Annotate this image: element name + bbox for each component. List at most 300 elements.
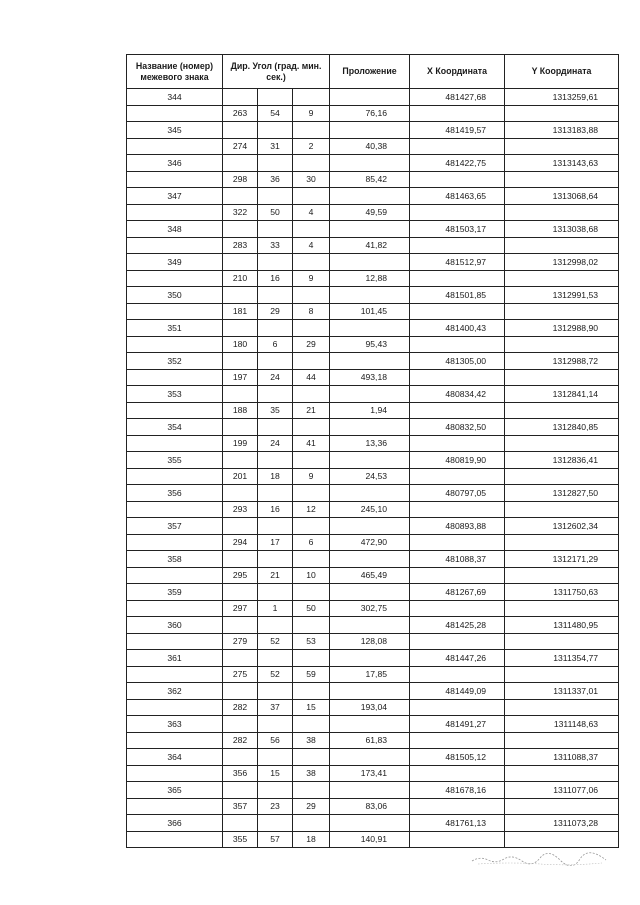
signature-mark <box>470 852 610 866</box>
point-y: 1312841,14 <box>505 386 619 403</box>
point-row <box>127 683 619 700</box>
empty-cell <box>410 303 505 320</box>
empty-cell <box>330 617 410 634</box>
empty-cell <box>293 419 330 436</box>
empty-cell <box>127 369 223 386</box>
empty-cell <box>258 683 293 700</box>
empty-cell <box>293 683 330 700</box>
angle-seconds: 38 <box>293 732 330 749</box>
empty-cell <box>505 270 619 287</box>
empty-cell <box>330 716 410 733</box>
empty-cell <box>127 765 223 782</box>
empty-cell <box>330 815 410 832</box>
segment-row <box>127 798 619 815</box>
point-name: 347 <box>127 188 223 205</box>
point-x: 481505,12 <box>410 749 505 766</box>
angle-seconds: 9 <box>293 468 330 485</box>
empty-cell <box>330 287 410 304</box>
empty-cell <box>330 518 410 535</box>
empty-cell <box>293 584 330 601</box>
point-x: 481088,37 <box>410 551 505 568</box>
point-name: 363 <box>127 716 223 733</box>
point-name: 345 <box>127 122 223 139</box>
empty-cell <box>293 749 330 766</box>
empty-cell <box>223 320 258 337</box>
empty-cell <box>258 749 293 766</box>
angle-degrees: 283 <box>223 237 258 254</box>
empty-cell <box>127 567 223 584</box>
empty-cell <box>258 89 293 106</box>
header-length: Проложение <box>330 55 410 89</box>
empty-cell <box>293 320 330 337</box>
angle-minutes: 52 <box>258 633 293 650</box>
empty-cell <box>505 765 619 782</box>
point-name: 354 <box>127 419 223 436</box>
empty-cell <box>410 105 505 122</box>
angle-degrees: 295 <box>223 567 258 584</box>
point-x: 480819,90 <box>410 452 505 469</box>
empty-cell <box>127 633 223 650</box>
segment-length: 128,08 <box>330 633 410 650</box>
point-name: 353 <box>127 386 223 403</box>
empty-cell <box>410 633 505 650</box>
segment-row <box>127 831 619 848</box>
empty-cell <box>410 171 505 188</box>
segment-length: 13,36 <box>330 435 410 452</box>
segment-length: 95,43 <box>330 336 410 353</box>
empty-cell <box>258 815 293 832</box>
angle-degrees: 197 <box>223 369 258 386</box>
angle-degrees: 282 <box>223 699 258 716</box>
point-y: 1312827,50 <box>505 485 619 502</box>
empty-cell <box>223 683 258 700</box>
point-x: 480797,05 <box>410 485 505 502</box>
empty-cell <box>258 353 293 370</box>
angle-seconds: 21 <box>293 402 330 419</box>
segment-row <box>127 270 619 287</box>
empty-cell <box>258 188 293 205</box>
angle-degrees: 188 <box>223 402 258 419</box>
angle-seconds: 12 <box>293 501 330 518</box>
point-y: 1312998,02 <box>505 254 619 271</box>
empty-cell <box>127 336 223 353</box>
angle-minutes: 56 <box>258 732 293 749</box>
point-x: 481501,85 <box>410 287 505 304</box>
empty-cell <box>330 386 410 403</box>
point-name: 349 <box>127 254 223 271</box>
angle-seconds: 30 <box>293 171 330 188</box>
point-x: 481422,75 <box>410 155 505 172</box>
segment-length: 17,85 <box>330 666 410 683</box>
angle-degrees: 181 <box>223 303 258 320</box>
angle-seconds: 41 <box>293 435 330 452</box>
empty-cell <box>330 155 410 172</box>
empty-cell <box>293 122 330 139</box>
empty-cell <box>223 188 258 205</box>
segment-row <box>127 105 619 122</box>
empty-cell <box>505 435 619 452</box>
empty-cell <box>258 716 293 733</box>
empty-cell <box>127 402 223 419</box>
empty-cell <box>293 518 330 535</box>
empty-cell <box>223 221 258 238</box>
empty-cell <box>410 138 505 155</box>
segment-row <box>127 204 619 221</box>
point-name: 352 <box>127 353 223 370</box>
segment-length: 302,75 <box>330 600 410 617</box>
empty-cell <box>258 782 293 799</box>
segment-length: 101,45 <box>330 303 410 320</box>
empty-cell <box>410 468 505 485</box>
angle-minutes: 1 <box>258 600 293 617</box>
point-y: 1312988,90 <box>505 320 619 337</box>
angle-minutes: 33 <box>258 237 293 254</box>
point-x: 481678,16 <box>410 782 505 799</box>
point-name: 357 <box>127 518 223 535</box>
point-row <box>127 815 619 832</box>
empty-cell <box>127 600 223 617</box>
empty-cell <box>410 270 505 287</box>
angle-seconds: 38 <box>293 765 330 782</box>
angle-minutes: 6 <box>258 336 293 353</box>
empty-cell <box>330 89 410 106</box>
empty-cell <box>223 551 258 568</box>
point-y: 1312836,41 <box>505 452 619 469</box>
empty-cell <box>258 287 293 304</box>
angle-seconds: 9 <box>293 270 330 287</box>
empty-cell <box>223 782 258 799</box>
empty-cell <box>505 171 619 188</box>
point-name: 365 <box>127 782 223 799</box>
point-y: 1312991,53 <box>505 287 619 304</box>
empty-cell <box>505 468 619 485</box>
empty-cell <box>410 765 505 782</box>
empty-cell <box>505 303 619 320</box>
angle-seconds: 53 <box>293 633 330 650</box>
empty-cell <box>330 584 410 601</box>
empty-cell <box>505 567 619 584</box>
empty-cell <box>293 485 330 502</box>
table-body <box>127 89 619 848</box>
point-name: 361 <box>127 650 223 667</box>
empty-cell <box>410 567 505 584</box>
empty-cell <box>258 419 293 436</box>
point-row <box>127 551 619 568</box>
point-y: 1312602,34 <box>505 518 619 535</box>
angle-minutes: 37 <box>258 699 293 716</box>
empty-cell <box>127 534 223 551</box>
empty-cell <box>223 89 258 106</box>
angle-minutes: 16 <box>258 501 293 518</box>
empty-cell <box>258 452 293 469</box>
empty-cell <box>410 831 505 848</box>
header-row <box>127 55 619 89</box>
segment-length: 76,16 <box>330 105 410 122</box>
empty-cell <box>330 188 410 205</box>
segment-row <box>127 402 619 419</box>
point-x: 481427,68 <box>410 89 505 106</box>
empty-cell <box>410 501 505 518</box>
point-x: 481425,28 <box>410 617 505 634</box>
empty-cell <box>330 650 410 667</box>
point-row <box>127 782 619 799</box>
empty-cell <box>505 633 619 650</box>
empty-cell <box>505 732 619 749</box>
empty-cell <box>223 749 258 766</box>
angle-degrees: 297 <box>223 600 258 617</box>
point-y: 1313259,61 <box>505 89 619 106</box>
empty-cell <box>223 617 258 634</box>
point-row <box>127 122 619 139</box>
segment-row <box>127 666 619 683</box>
empty-cell <box>293 353 330 370</box>
empty-cell <box>410 336 505 353</box>
empty-cell <box>258 584 293 601</box>
segment-length: 140,91 <box>330 831 410 848</box>
empty-cell <box>293 287 330 304</box>
point-y: 1311077,06 <box>505 782 619 799</box>
empty-cell <box>505 798 619 815</box>
point-y: 1311148,63 <box>505 716 619 733</box>
empty-cell <box>410 435 505 452</box>
empty-cell <box>127 798 223 815</box>
empty-cell <box>127 237 223 254</box>
empty-cell <box>293 716 330 733</box>
angle-seconds: 10 <box>293 567 330 584</box>
point-row <box>127 584 619 601</box>
empty-cell <box>223 650 258 667</box>
angle-minutes: 18 <box>258 468 293 485</box>
angle-seconds: 15 <box>293 699 330 716</box>
point-row <box>127 716 619 733</box>
point-name: 358 <box>127 551 223 568</box>
point-x: 481512,97 <box>410 254 505 271</box>
empty-cell <box>330 320 410 337</box>
empty-cell <box>223 386 258 403</box>
point-y: 1311750,63 <box>505 584 619 601</box>
point-y: 1311088,37 <box>505 749 619 766</box>
empty-cell <box>223 155 258 172</box>
empty-cell <box>127 270 223 287</box>
angle-seconds: 50 <box>293 600 330 617</box>
angle-degrees: 322 <box>223 204 258 221</box>
point-x: 480893,88 <box>410 518 505 535</box>
angle-minutes: 23 <box>258 798 293 815</box>
angle-degrees: 293 <box>223 501 258 518</box>
empty-cell <box>293 188 330 205</box>
segment-length: 49,59 <box>330 204 410 221</box>
empty-cell <box>410 369 505 386</box>
angle-degrees: 357 <box>223 798 258 815</box>
empty-cell <box>330 122 410 139</box>
header-y: Y Координата <box>505 55 619 89</box>
segment-length: 465,49 <box>330 567 410 584</box>
point-y: 1313068,64 <box>505 188 619 205</box>
empty-cell <box>410 237 505 254</box>
point-row <box>127 287 619 304</box>
angle-minutes: 36 <box>258 171 293 188</box>
header-x: X Координата <box>410 55 505 89</box>
segment-row <box>127 336 619 353</box>
empty-cell <box>330 749 410 766</box>
point-row <box>127 320 619 337</box>
empty-cell <box>258 650 293 667</box>
segment-length: 83,06 <box>330 798 410 815</box>
angle-minutes: 54 <box>258 105 293 122</box>
segment-row <box>127 237 619 254</box>
segment-row <box>127 732 619 749</box>
empty-cell <box>258 386 293 403</box>
empty-cell <box>410 732 505 749</box>
empty-cell <box>127 501 223 518</box>
point-name: 355 <box>127 452 223 469</box>
empty-cell <box>258 617 293 634</box>
angle-seconds: 44 <box>293 369 330 386</box>
angle-seconds: 18 <box>293 831 330 848</box>
empty-cell <box>410 402 505 419</box>
segment-row <box>127 369 619 386</box>
empty-cell <box>293 782 330 799</box>
point-x: 481447,26 <box>410 650 505 667</box>
empty-cell <box>410 204 505 221</box>
angle-degrees: 279 <box>223 633 258 650</box>
point-name: 344 <box>127 89 223 106</box>
angle-minutes: 24 <box>258 369 293 386</box>
point-row <box>127 89 619 106</box>
point-x: 481449,09 <box>410 683 505 700</box>
angle-degrees: 298 <box>223 171 258 188</box>
point-name: 356 <box>127 485 223 502</box>
segment-row <box>127 171 619 188</box>
point-y: 1311354,77 <box>505 650 619 667</box>
angle-minutes: 24 <box>258 435 293 452</box>
empty-cell <box>330 683 410 700</box>
point-y: 1313143,63 <box>505 155 619 172</box>
empty-cell <box>127 138 223 155</box>
angle-minutes: 29 <box>258 303 293 320</box>
segment-length: 24,53 <box>330 468 410 485</box>
empty-cell <box>258 221 293 238</box>
angle-minutes: 16 <box>258 270 293 287</box>
point-name: 348 <box>127 221 223 238</box>
angle-seconds: 29 <box>293 336 330 353</box>
empty-cell <box>127 435 223 452</box>
angle-degrees: 356 <box>223 765 258 782</box>
empty-cell <box>293 650 330 667</box>
angle-seconds: 9 <box>293 105 330 122</box>
angle-minutes: 15 <box>258 765 293 782</box>
empty-cell <box>505 138 619 155</box>
angle-degrees: 210 <box>223 270 258 287</box>
empty-cell <box>223 716 258 733</box>
point-name: 366 <box>127 815 223 832</box>
empty-cell <box>505 402 619 419</box>
point-x: 481761,13 <box>410 815 505 832</box>
point-y: 1313038,68 <box>505 221 619 238</box>
segment-row <box>127 567 619 584</box>
angle-degrees: 180 <box>223 336 258 353</box>
header-name: Название (номер) межевого знака <box>127 55 223 89</box>
point-name: 359 <box>127 584 223 601</box>
point-x: 481491,27 <box>410 716 505 733</box>
empty-cell <box>410 666 505 683</box>
empty-cell <box>330 254 410 271</box>
empty-cell <box>330 485 410 502</box>
point-row <box>127 386 619 403</box>
empty-cell <box>223 254 258 271</box>
empty-cell <box>330 353 410 370</box>
segment-row <box>127 468 619 485</box>
point-row <box>127 155 619 172</box>
point-row <box>127 254 619 271</box>
point-name: 360 <box>127 617 223 634</box>
segment-row <box>127 765 619 782</box>
point-x: 481400,43 <box>410 320 505 337</box>
empty-cell <box>505 534 619 551</box>
segment-length: 193,04 <box>330 699 410 716</box>
empty-cell <box>410 798 505 815</box>
segment-length: 245,10 <box>330 501 410 518</box>
point-x: 480834,42 <box>410 386 505 403</box>
empty-cell <box>505 369 619 386</box>
segment-row <box>127 699 619 716</box>
empty-cell <box>127 732 223 749</box>
empty-cell <box>223 485 258 502</box>
point-name: 364 <box>127 749 223 766</box>
point-row <box>127 617 619 634</box>
empty-cell <box>410 699 505 716</box>
angle-minutes: 21 <box>258 567 293 584</box>
empty-cell <box>223 122 258 139</box>
empty-cell <box>330 221 410 238</box>
segment-length: 41,82 <box>330 237 410 254</box>
empty-cell <box>330 782 410 799</box>
empty-cell <box>223 287 258 304</box>
point-y: 1312988,72 <box>505 353 619 370</box>
point-row <box>127 419 619 436</box>
point-row <box>127 188 619 205</box>
angle-degrees: 274 <box>223 138 258 155</box>
empty-cell <box>258 122 293 139</box>
coordinates-table <box>126 54 619 848</box>
empty-cell <box>127 831 223 848</box>
empty-cell <box>505 204 619 221</box>
header-angle: Дир. Угол (град. мин. сек.) <box>223 55 330 89</box>
angle-seconds: 6 <box>293 534 330 551</box>
empty-cell <box>293 551 330 568</box>
angle-degrees: 263 <box>223 105 258 122</box>
empty-cell <box>127 303 223 320</box>
point-x: 481267,69 <box>410 584 505 601</box>
empty-cell <box>410 534 505 551</box>
point-x: 481419,57 <box>410 122 505 139</box>
angle-minutes: 35 <box>258 402 293 419</box>
angle-minutes: 57 <box>258 831 293 848</box>
angle-degrees: 355 <box>223 831 258 848</box>
empty-cell <box>410 600 505 617</box>
angle-minutes: 52 <box>258 666 293 683</box>
point-row <box>127 353 619 370</box>
empty-cell <box>505 699 619 716</box>
angle-degrees: 282 <box>223 732 258 749</box>
empty-cell <box>223 584 258 601</box>
empty-cell <box>127 468 223 485</box>
segment-row <box>127 303 619 320</box>
segment-length: 40,38 <box>330 138 410 155</box>
angle-seconds: 4 <box>293 204 330 221</box>
point-name: 351 <box>127 320 223 337</box>
empty-cell <box>505 501 619 518</box>
